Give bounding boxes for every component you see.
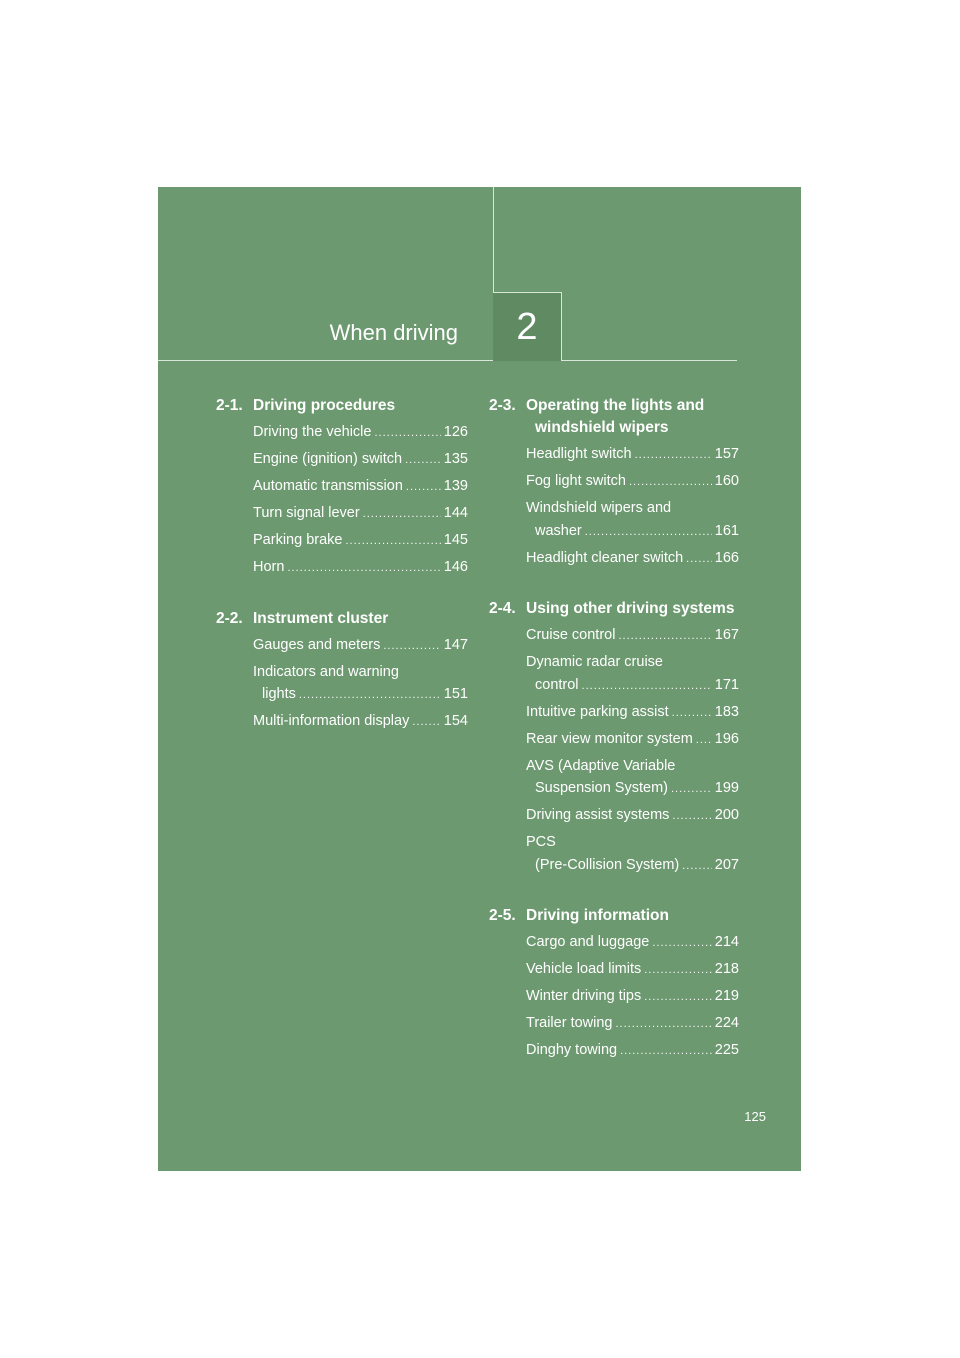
- entry-page-number: 147: [443, 636, 468, 653]
- entry-label: Winter driving tips: [526, 988, 642, 1004]
- entry-row: [526, 985, 739, 1009]
- entry-label: Headlight switch: [526, 446, 632, 462]
- dot-leader: [299, 684, 441, 707]
- toc-right-column: [489, 395, 739, 1091]
- toc-entry[interactable]: [526, 804, 739, 828]
- toc-entry[interactable]: [526, 624, 739, 648]
- toc-entry[interactable]: [253, 502, 468, 526]
- entry-page-number: 167: [714, 627, 739, 643]
- dot-leader: [585, 521, 712, 544]
- entry-page-number: 214: [714, 934, 739, 950]
- section-entries: [489, 931, 739, 1063]
- dot-leader: [671, 778, 712, 801]
- section-entries: [216, 421, 468, 580]
- entry-label: Engine (ignition) switch: [253, 451, 403, 467]
- toc-entry[interactable]: [526, 1012, 739, 1036]
- section-heading[interactable]: [489, 905, 739, 927]
- dot-leader: [644, 986, 712, 1009]
- entry-row: [526, 1039, 739, 1063]
- section-title-text: Driving procedures: [253, 397, 396, 414]
- entry-page-number: 126: [443, 424, 468, 440]
- section-title: [526, 598, 739, 620]
- entry-row: [526, 804, 739, 828]
- dot-leader: [652, 932, 711, 955]
- entry-page-number: 225: [714, 1042, 739, 1058]
- entry-page-number: 200: [714, 807, 739, 823]
- entry-label: (Pre-Collision System): [535, 856, 680, 873]
- section-title-continued: windshield wipers: [535, 419, 669, 436]
- toc-entry[interactable]: [526, 470, 739, 494]
- entry-row: [526, 520, 739, 544]
- toc-entry[interactable]: [526, 728, 739, 752]
- entry-label: Cruise control: [526, 627, 616, 643]
- section-number: 2-3.: [489, 397, 516, 414]
- entry-label: Gauges and meters: [253, 636, 381, 653]
- toc-entry[interactable]: [253, 475, 468, 499]
- entry-row: [253, 556, 468, 580]
- entry-page-number: 139: [443, 478, 468, 494]
- entry-row: [253, 421, 468, 445]
- toc-entry[interactable]: [526, 651, 739, 697]
- entry-page-number: 183: [714, 703, 739, 720]
- chapter-title: When driving: [329, 320, 458, 345]
- toc-entry[interactable]: [526, 1039, 739, 1063]
- toc-entry[interactable]: [526, 931, 739, 955]
- entry-label: Headlight cleaner switch: [526, 549, 684, 566]
- entry-page-number: 224: [714, 1015, 739, 1031]
- entry-page-number: 160: [714, 473, 739, 489]
- entry-row: [253, 502, 468, 526]
- entry-page-number: 196: [714, 730, 739, 747]
- toc-section: [489, 598, 739, 877]
- entry-label: Vehicle load limits: [526, 961, 642, 977]
- section-entries: [216, 634, 468, 734]
- page-number: 125: [744, 1109, 766, 1124]
- dot-leader: [405, 449, 441, 472]
- dot-leader: [618, 625, 711, 648]
- toc-section: [216, 608, 468, 734]
- entry-page-number: 145: [443, 532, 468, 548]
- dot-leader: [672, 702, 712, 725]
- entry-label-line1: Windshield wipers and: [526, 500, 672, 516]
- entry-row: [526, 624, 739, 648]
- entry-row: [526, 547, 739, 571]
- dot-leader: [582, 675, 712, 698]
- entry-row: [253, 710, 468, 734]
- entry-page-number: 199: [714, 780, 739, 796]
- toc-entry[interactable]: [253, 556, 468, 580]
- entry-label: Multi-information display: [253, 713, 410, 729]
- entry-page-number: 219: [714, 988, 739, 1004]
- section-heading[interactable]: [489, 598, 739, 620]
- entry-page-number: 171: [714, 676, 739, 693]
- entry-label: Horn: [253, 559, 285, 575]
- toc-entry[interactable]: [253, 448, 468, 472]
- toc-entry[interactable]: [526, 701, 739, 725]
- section-title-text: Using other driving systems: [526, 600, 735, 617]
- entry-row: [526, 674, 739, 698]
- dot-leader: [696, 729, 712, 752]
- entry-row: [253, 634, 468, 658]
- dot-leader: [686, 548, 712, 571]
- chapter-number-box: [493, 292, 562, 361]
- dot-leader: [383, 635, 440, 658]
- entry-page-number: 146: [443, 559, 468, 575]
- entry-page-number: 154: [443, 713, 468, 729]
- entry-row: [526, 701, 739, 725]
- entry-label: control: [535, 676, 579, 693]
- section-heading[interactable]: [489, 395, 739, 439]
- entry-label: Automatic transmission: [253, 478, 403, 494]
- chapter-panel: [158, 187, 801, 1171]
- entry-label: Parking brake: [253, 532, 343, 548]
- dot-leader: [635, 444, 712, 467]
- section-number: 2-2.: [216, 609, 243, 627]
- section-entries: [489, 624, 739, 877]
- section-number: 2-4.: [489, 600, 516, 617]
- entry-row: [526, 931, 739, 955]
- dot-leader: [620, 1040, 712, 1063]
- toc-entry[interactable]: [253, 661, 468, 707]
- section-heading[interactable]: [216, 395, 468, 417]
- section-heading[interactable]: [216, 608, 468, 630]
- entry-label: Turn signal lever: [253, 505, 360, 521]
- chapter-number: 2: [516, 305, 538, 348]
- dot-leader: [363, 503, 441, 526]
- toc-section: [489, 905, 739, 1063]
- toc-section: [489, 395, 739, 570]
- section-title: [253, 608, 468, 630]
- section-entries: [489, 443, 739, 570]
- section-number: 2-5.: [489, 907, 516, 924]
- dot-leader: [412, 711, 440, 734]
- divider-horizontal: [158, 360, 737, 361]
- entry-label: lights: [262, 686, 296, 702]
- entry-label: Dinghy towing: [526, 1042, 618, 1058]
- entry-label: washer: [535, 522, 582, 539]
- entry-page-number: 166: [714, 549, 739, 566]
- entry-label-line1: PCS: [526, 834, 556, 850]
- dot-leader: [682, 855, 712, 878]
- entry-page-number: 161: [714, 522, 739, 539]
- entry-page-number: 157: [714, 446, 739, 462]
- toc-entry[interactable]: [526, 831, 739, 877]
- entry-page-number: 135: [443, 451, 468, 467]
- section-title: [526, 395, 739, 439]
- entry-page-number: 218: [714, 961, 739, 977]
- toc-entry[interactable]: [526, 985, 739, 1009]
- toc-entry[interactable]: [526, 547, 739, 571]
- toc-entry[interactable]: [253, 710, 468, 734]
- section-title: [253, 395, 468, 417]
- entry-label: Fog light switch: [526, 473, 626, 489]
- section-title-text: Driving information: [526, 907, 669, 924]
- section-title: [526, 905, 739, 927]
- entry-label-line1: AVS (Adaptive Variable: [526, 757, 676, 774]
- section-title-text: Operating the lights and: [526, 397, 705, 414]
- entry-row: [253, 448, 468, 472]
- toc-section: [216, 395, 468, 580]
- entry-row: [526, 958, 739, 982]
- entry-label: Driving assist systems: [526, 807, 670, 823]
- dot-leader: [406, 476, 441, 499]
- entry-row: [526, 443, 739, 467]
- entry-page-number: 151: [443, 686, 468, 702]
- entry-label: Trailer towing: [526, 1015, 613, 1031]
- toc-left-column: [216, 395, 468, 762]
- entry-label: Suspension System): [535, 780, 668, 796]
- entry-row: [253, 529, 468, 553]
- entry-row: [526, 1012, 739, 1036]
- toc-entry[interactable]: [253, 421, 468, 445]
- entry-label-line1: Dynamic radar cruise: [526, 654, 663, 670]
- toc-entry[interactable]: [526, 443, 739, 467]
- toc-entry[interactable]: [253, 634, 468, 658]
- toc-entry[interactable]: [526, 497, 739, 543]
- entry-row: [526, 728, 739, 752]
- dot-leader: [616, 1013, 712, 1036]
- toc-entry[interactable]: [253, 529, 468, 553]
- dot-leader: [672, 805, 711, 828]
- dot-leader: [374, 422, 440, 445]
- dot-leader: [287, 557, 440, 580]
- entry-row: [253, 475, 468, 499]
- entry-label: Rear view monitor system: [526, 730, 693, 747]
- dot-leader: [644, 959, 712, 982]
- entry-row: [526, 470, 739, 494]
- entry-row: [253, 683, 468, 707]
- section-number: 2-1.: [216, 397, 243, 414]
- section-title-text: Instrument cluster: [253, 609, 389, 627]
- entry-row: [526, 854, 739, 878]
- entry-label: Driving the vehicle: [253, 424, 372, 440]
- entry-row: [526, 777, 739, 801]
- entry-label: Intuitive parking assist: [526, 703, 669, 720]
- entry-label-line1: Indicators and warning: [253, 663, 399, 680]
- entry-page-number: 207: [714, 856, 739, 873]
- entry-page-number: 144: [443, 505, 468, 521]
- toc-entry[interactable]: [526, 958, 739, 982]
- toc-entry[interactable]: [526, 755, 739, 801]
- dot-leader: [345, 530, 440, 553]
- dot-leader: [629, 471, 712, 494]
- entry-label: Cargo and luggage: [526, 934, 650, 950]
